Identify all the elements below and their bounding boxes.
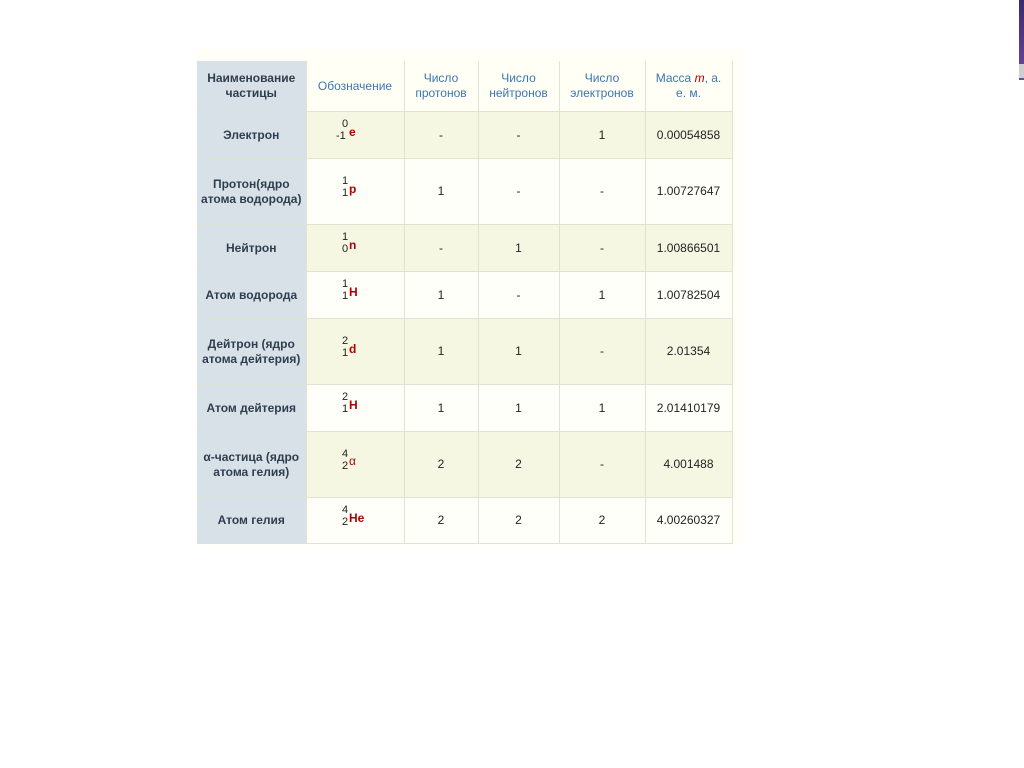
- particles-table: [197, 61, 733, 544]
- neutrons-count: 1: [478, 319, 559, 385]
- table-row: [197, 432, 732, 498]
- symbol-mass-number: 4: [342, 503, 349, 516]
- symbol-charge-number: 1: [342, 346, 349, 359]
- mass-value: 2.01354: [645, 319, 732, 385]
- symbol-mass-number: 0: [342, 118, 349, 130]
- header-symbol: Обозначение: [306, 61, 404, 112]
- header-mass: [645, 61, 732, 112]
- table-row: [197, 112, 732, 159]
- neutrons-count: 2: [478, 498, 559, 544]
- particle-name: Атом водорода: [197, 272, 306, 319]
- symbol-letter: e: [349, 125, 356, 139]
- particle-symbol: [306, 319, 404, 385]
- mass-value: 4.00260327: [645, 498, 732, 544]
- header-name: Наименование частицы: [197, 61, 306, 112]
- mass-value: 1.00727647: [645, 159, 732, 225]
- electrons-count: -: [559, 159, 645, 225]
- symbol-letter: H: [349, 398, 358, 412]
- particle-symbol: [306, 432, 404, 498]
- mass-value: 4.001488: [645, 432, 732, 498]
- symbol-charge-number: 2: [342, 515, 349, 528]
- table-row: [197, 319, 732, 385]
- header-electrons: Число электронов: [559, 61, 645, 112]
- symbol-charge-number: -1: [336, 130, 346, 142]
- electrons-count: -: [559, 319, 645, 385]
- header-mass-suffix: , а. е. м.: [676, 71, 722, 100]
- particle-symbol: [306, 225, 404, 272]
- symbol-charge-number: 1: [342, 290, 349, 302]
- symbol-mass-number: 2: [342, 334, 349, 347]
- electrons-count: 1: [559, 385, 645, 432]
- header-mass-prefix: Масса: [655, 71, 692, 85]
- particles-table-container: [196, 49, 743, 545]
- particle-name: Нейтрон: [197, 225, 306, 272]
- header-neutrons: Число нейтронов: [478, 61, 559, 112]
- protons-count: 2: [404, 432, 478, 498]
- window-edge-scroll[interactable]: [1019, 64, 1024, 78]
- particle-symbol: [306, 498, 404, 544]
- symbol-letter: H: [349, 285, 358, 299]
- symbol-charge-number: 0: [342, 243, 349, 255]
- particle-name: α-частица (ядро атома гелия): [197, 432, 306, 498]
- table-row: [197, 498, 732, 544]
- symbol-charge-number: 2: [342, 459, 349, 472]
- protons-count: 1: [404, 319, 478, 385]
- table-row: [197, 159, 732, 225]
- symbol-charge-number: 1: [342, 186, 349, 199]
- electrons-count: -: [559, 432, 645, 498]
- symbol-letter: He: [349, 510, 365, 525]
- symbol-letter: p: [349, 181, 357, 196]
- symbol-mass-number: 1: [342, 278, 349, 290]
- protons-count: 2: [404, 498, 478, 544]
- protons-count: -: [404, 112, 478, 159]
- protons-count: 1: [404, 272, 478, 319]
- electrons-count: 1: [559, 112, 645, 159]
- mass-value: 1.00866501: [645, 225, 732, 272]
- symbol-mass-number: 4: [342, 447, 349, 460]
- header-protons: Число протонов: [404, 61, 478, 112]
- particle-symbol: [306, 272, 404, 319]
- symbol-mass-number: 1: [342, 174, 349, 187]
- particle-name: Атом гелия: [197, 498, 306, 544]
- symbol-letter: d: [349, 341, 357, 356]
- symbol-mass-number: 2: [342, 391, 349, 403]
- symbol-charge-number: 1: [342, 403, 349, 415]
- particle-name: Электрон: [197, 112, 306, 159]
- table-row: [197, 225, 732, 272]
- electrons-count: 2: [559, 498, 645, 544]
- symbol-letter: n: [349, 238, 357, 252]
- table-header-row: [197, 61, 732, 112]
- protons-count: -: [404, 225, 478, 272]
- mass-value: 0.00054858: [645, 112, 732, 159]
- particle-symbol: [306, 385, 404, 432]
- header-mass-var: m: [694, 71, 705, 85]
- protons-count: 1: [404, 159, 478, 225]
- neutrons-count: -: [478, 272, 559, 319]
- symbol-letter: α: [349, 453, 356, 468]
- table-row: [197, 385, 732, 432]
- protons-count: 1: [404, 385, 478, 432]
- neutrons-count: 1: [478, 385, 559, 432]
- particle-name: Атом дейтерия: [197, 385, 306, 432]
- electrons-count: -: [559, 225, 645, 272]
- neutrons-count: 1: [478, 225, 559, 272]
- particle-name: Протон(ядро атома водорода): [197, 159, 306, 225]
- neutrons-count: -: [478, 112, 559, 159]
- particle-symbol: [306, 112, 404, 159]
- mass-value: 2.01410179: [645, 385, 732, 432]
- neutrons-count: 2: [478, 432, 559, 498]
- symbol-mass-number: 1: [342, 231, 349, 243]
- table-row: [197, 272, 732, 319]
- electrons-count: 1: [559, 272, 645, 319]
- particle-name: Дейтрон (ядро атома дейтерия): [197, 319, 306, 385]
- mass-value: 1.00782504: [645, 272, 732, 319]
- particle-symbol: [306, 159, 404, 225]
- neutrons-count: -: [478, 159, 559, 225]
